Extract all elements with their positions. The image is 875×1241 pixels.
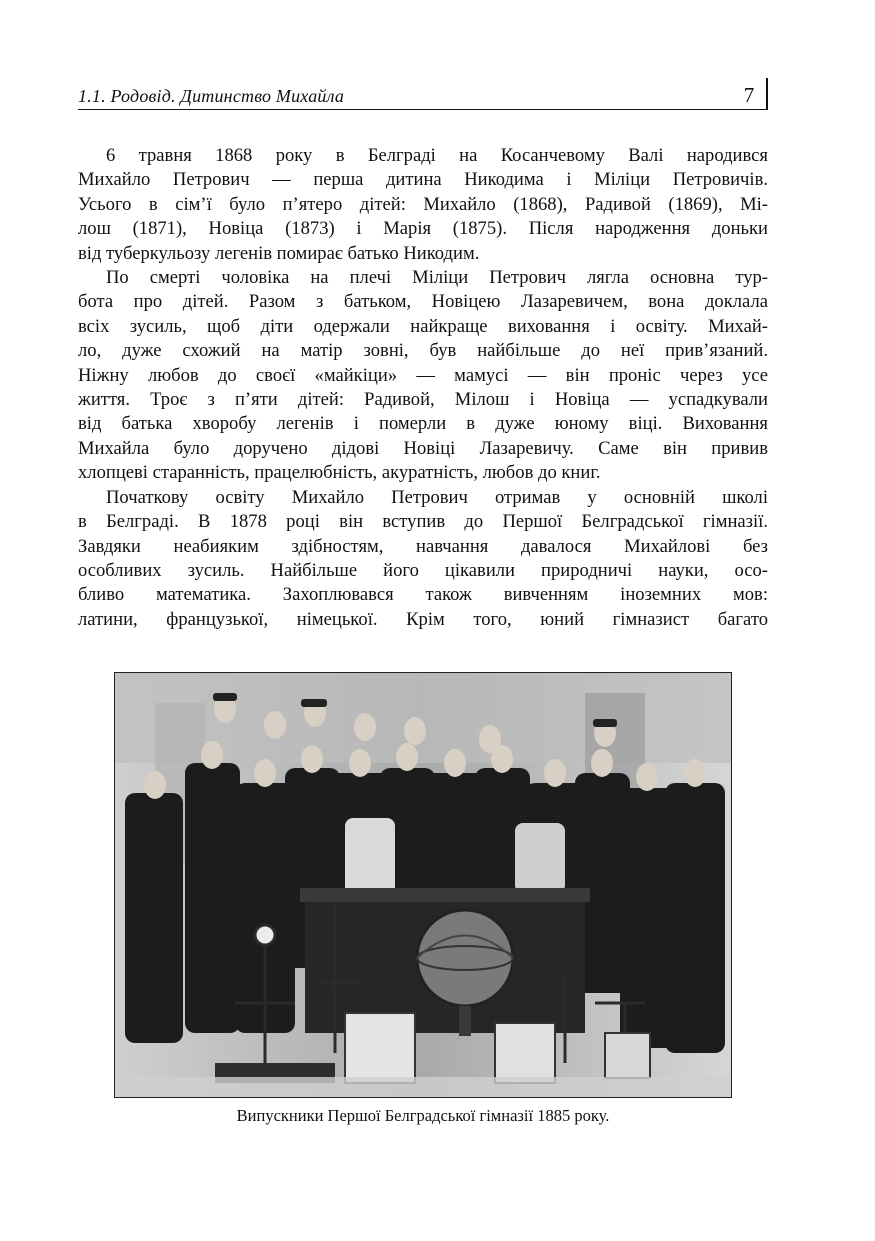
body-text xyxy=(78,144,768,632)
text-line: бота про дітей. Разом з батьком, Новіцею Лазаревичем, вона доклала xyxy=(78,291,768,313)
figure-caption: Випускники Першої Белградської гімназії 1885 року. xyxy=(236,1106,610,1125)
text-line: Усього в сім’ї було п’ятеро дітей: Михайло (1868), Радивой (1869), Мі- xyxy=(78,193,768,215)
text-line: в Белграді. В 1878 році він вступив до Першої Белградської гімназії. xyxy=(78,511,768,533)
text-line: Ніжну любов до своєї «майкіци» — мамусі — він проніс через усе xyxy=(78,364,768,386)
text-line: Початкову освіту Михайло Петрович отримав у основній школі xyxy=(106,486,768,508)
text-line: бливо математика. Захоплювався також вивченням іноземних мов: xyxy=(78,584,768,606)
text-line: ло, дуже схожий на матір зовні, був найбільше до неї прив’язаний. xyxy=(78,340,768,362)
text-line: всіх зусиль, щоб діти одержали найкраще виховання і освіту. Михай- xyxy=(78,315,768,337)
text-line: Михайла було доручено дідові Новіці Лазаревичу. Саме він привив xyxy=(78,437,768,459)
running-title: 1.1. Родовід. Дитинство Михайла xyxy=(78,86,345,106)
text-line: латини, французької, німецької. Крім того, юний гімназист багато xyxy=(78,608,768,630)
text-line: Михайло Петрович — перша дитина Никодима і Міліци Петровичів. xyxy=(78,169,768,191)
text-line: життя. Троє з п’яти дітей: Радивой, Мілош і Новіца — успадкували xyxy=(78,389,768,411)
group-photograph xyxy=(114,672,732,1098)
text-line: По смерті чоловіка на плечі Міліци Петрович лягла основна тур- xyxy=(106,267,768,289)
running-head xyxy=(78,78,768,112)
text-line: Завдяки неабияким здібностям, навчання давалося Михайлові без xyxy=(78,535,768,557)
text-line: хлопцеві старанність, працелюбність, акуратність, любов до книг. xyxy=(78,462,601,484)
header-rule xyxy=(78,109,768,110)
page-number: 7 xyxy=(732,78,768,109)
text-line: 6 травня 1868 року в Белграді на Косанчевому Валі народився xyxy=(106,145,768,166)
paragraph-1 xyxy=(78,144,768,266)
paragraph-3 xyxy=(78,486,768,632)
photo-illustration xyxy=(115,673,731,1097)
paragraph-2 xyxy=(78,266,768,486)
text-line: від туберкульозу легенів помирає батько Никодим. xyxy=(78,242,480,264)
text-line: лош (1871), Новіца (1873) і Марія (1875). Після народження доньки xyxy=(78,218,768,240)
text-line: від батька хворобу легенів і померли в дуже юному віці. Виховання xyxy=(78,413,768,435)
text-line: особливих зусиль. Найбільше його цікавили природничі науки, осо- xyxy=(78,559,768,581)
